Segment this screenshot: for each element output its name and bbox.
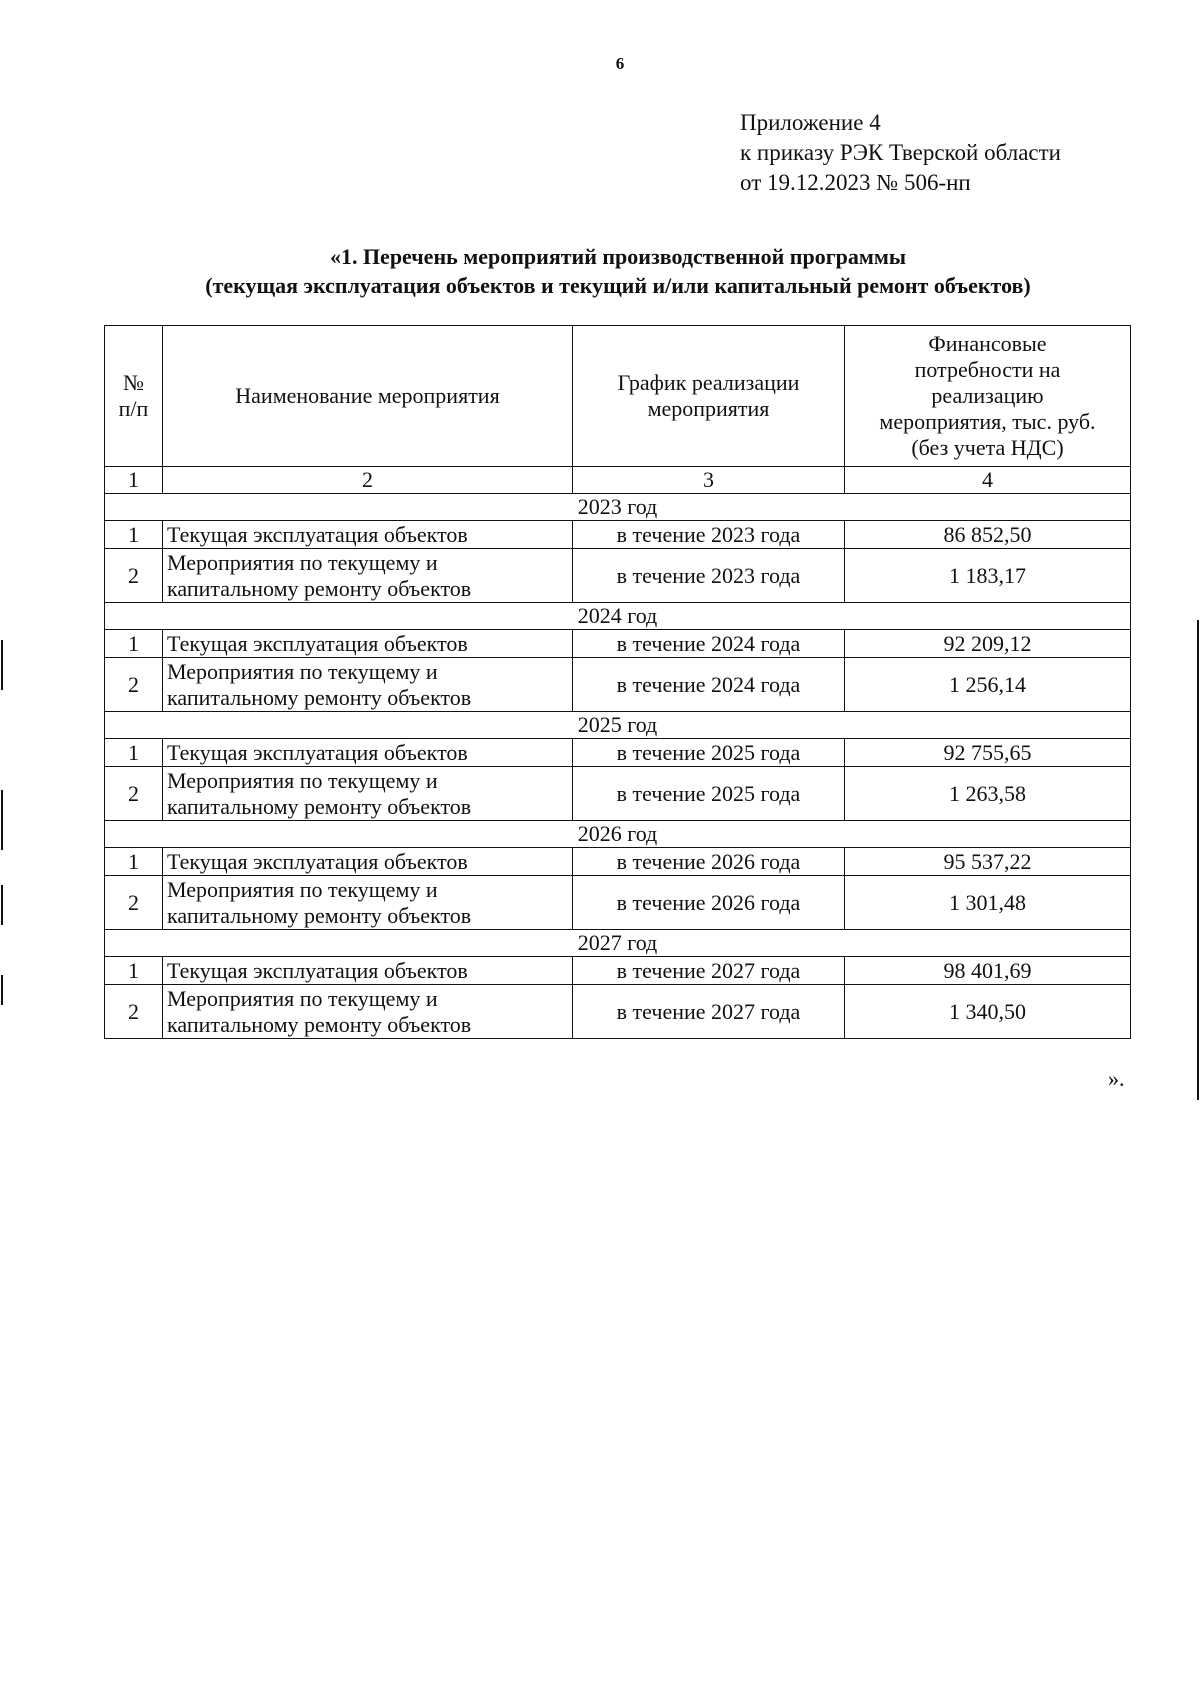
table-row	[105, 957, 1131, 985]
year-label: 2026 год	[105, 821, 1131, 848]
year-row	[105, 712, 1131, 739]
amount-cell: 92 209,12	[845, 630, 1131, 658]
schedule-cell: в течение 2023 года	[573, 521, 845, 549]
year-label: 2023 год	[105, 494, 1131, 521]
measure-name-line: Мероприятия по текущему и	[167, 658, 438, 684]
row-number: 2	[105, 985, 163, 1039]
appendix-line: к приказу РЭК Тверской области	[740, 140, 1061, 165]
schedule-cell: в течение 2027 года	[573, 985, 845, 1039]
measure-name-line: Текущая эксплуатация объектов	[167, 521, 468, 547]
amount-cell: 1 263,58	[845, 767, 1131, 821]
closing-quote: ».	[1108, 1066, 1125, 1091]
row-number: 1	[105, 630, 163, 658]
appendix-block	[740, 108, 1061, 198]
measure-name-line: капитальному ремонту объектов	[167, 1011, 472, 1037]
schedule-cell: в течение 2024 года	[573, 658, 845, 712]
appendix-line: от 19.12.2023 № 506-нп	[740, 170, 971, 195]
table-row	[105, 848, 1131, 876]
document-title	[104, 242, 1132, 300]
measure-name-line: Текущая эксплуатация объектов	[167, 957, 468, 983]
amount-cell: 1 183,17	[845, 549, 1131, 603]
row-number: 1	[105, 521, 163, 549]
scan-edge-mark	[1, 975, 3, 1005]
measure-name-line: Текущая эксплуатация объектов	[167, 739, 468, 765]
scan-edge-mark	[1197, 620, 1199, 1100]
measure-name	[163, 767, 573, 821]
table-row	[105, 739, 1131, 767]
table-row	[105, 876, 1131, 930]
measure-name	[163, 658, 573, 712]
table-row	[105, 521, 1131, 549]
schedule-cell: в течение 2026 года	[573, 848, 845, 876]
measure-name-line: капитальному ремонту объектов	[167, 684, 472, 710]
header-schedule: График реализации мероприятия	[573, 326, 845, 467]
measure-name-line: Мероприятия по текущему и	[167, 767, 438, 793]
schedule-cell: в течение 2026 года	[573, 876, 845, 930]
schedule-cell: в течение 2024 года	[573, 630, 845, 658]
appendix-line: Приложение 4	[740, 110, 881, 135]
schedule-cell: в течение 2027 года	[573, 957, 845, 985]
measure-name-line: Текущая эксплуатация объектов	[167, 848, 468, 874]
row-number: 1	[105, 848, 163, 876]
table-row	[105, 549, 1131, 603]
header-number: № п/п	[105, 326, 163, 467]
measure-name	[163, 521, 573, 549]
table-row	[105, 767, 1131, 821]
amount-cell: 1 340,50	[845, 985, 1131, 1039]
year-row	[105, 930, 1131, 957]
scan-edge-mark	[1, 885, 3, 925]
measure-name	[163, 957, 573, 985]
schedule-cell: в течение 2023 года	[573, 549, 845, 603]
year-label: 2027 год	[105, 930, 1131, 957]
amount-cell: 98 401,69	[845, 957, 1131, 985]
amount-cell: 86 852,50	[845, 521, 1131, 549]
amount-cell: 95 537,22	[845, 848, 1131, 876]
year-row	[105, 603, 1131, 630]
column-number-row	[105, 467, 1131, 494]
measure-name	[163, 549, 573, 603]
row-number: 2	[105, 767, 163, 821]
measure-name-line: капитальному ремонту объектов	[167, 902, 472, 928]
measure-name-line: капитальному ремонту объектов	[167, 793, 472, 819]
table-header-row	[105, 326, 1131, 467]
year-row	[105, 494, 1131, 521]
measure-name-line: Мероприятия по текущему и	[167, 876, 438, 902]
amount-cell: 92 755,65	[845, 739, 1131, 767]
row-number: 2	[105, 876, 163, 930]
year-label: 2024 год	[105, 603, 1131, 630]
schedule-cell: в течение 2025 года	[573, 739, 845, 767]
table-row	[105, 630, 1131, 658]
page-number: 6	[615, 54, 625, 73]
measures-table	[104, 325, 1131, 1039]
year-label: 2025 год	[105, 712, 1131, 739]
header-name: Наименование мероприятия	[163, 326, 573, 467]
measure-name	[163, 739, 573, 767]
row-number: 1	[105, 739, 163, 767]
scan-edge-mark	[1, 790, 3, 850]
measure-name	[163, 876, 573, 930]
row-number: 2	[105, 549, 163, 603]
header-finance: Финансовые потребности на реализацию мероприятия, тыс. руб. (без учета НДС)	[845, 326, 1131, 467]
table-row	[105, 658, 1131, 712]
column-number: 3	[573, 467, 845, 494]
column-number: 2	[163, 467, 573, 494]
row-number: 2	[105, 658, 163, 712]
title-line: «1. Перечень мероприятий производственной программы	[329, 244, 907, 269]
measure-name-line: капитальному ремонту объектов	[167, 575, 472, 601]
measure-name-line: Мероприятия по текущему и	[167, 985, 438, 1011]
column-number: 4	[845, 467, 1131, 494]
measure-name-line: Текущая эксплуатация объектов	[167, 630, 468, 656]
measure-name	[163, 848, 573, 876]
amount-cell: 1 256,14	[845, 658, 1131, 712]
scan-edge-mark	[1, 640, 3, 690]
measure-name	[163, 985, 573, 1039]
measure-name	[163, 630, 573, 658]
amount-cell: 1 301,48	[845, 876, 1131, 930]
year-row	[105, 821, 1131, 848]
row-number: 1	[105, 957, 163, 985]
title-line: (текущая эксплуатация объектов и текущий и/или капитальный ремонт объектов)	[205, 273, 1031, 298]
measure-name-line: Мероприятия по текущему и	[167, 549, 438, 575]
table-row	[105, 985, 1131, 1039]
schedule-cell: в течение 2025 года	[573, 767, 845, 821]
column-number: 1	[105, 467, 163, 494]
